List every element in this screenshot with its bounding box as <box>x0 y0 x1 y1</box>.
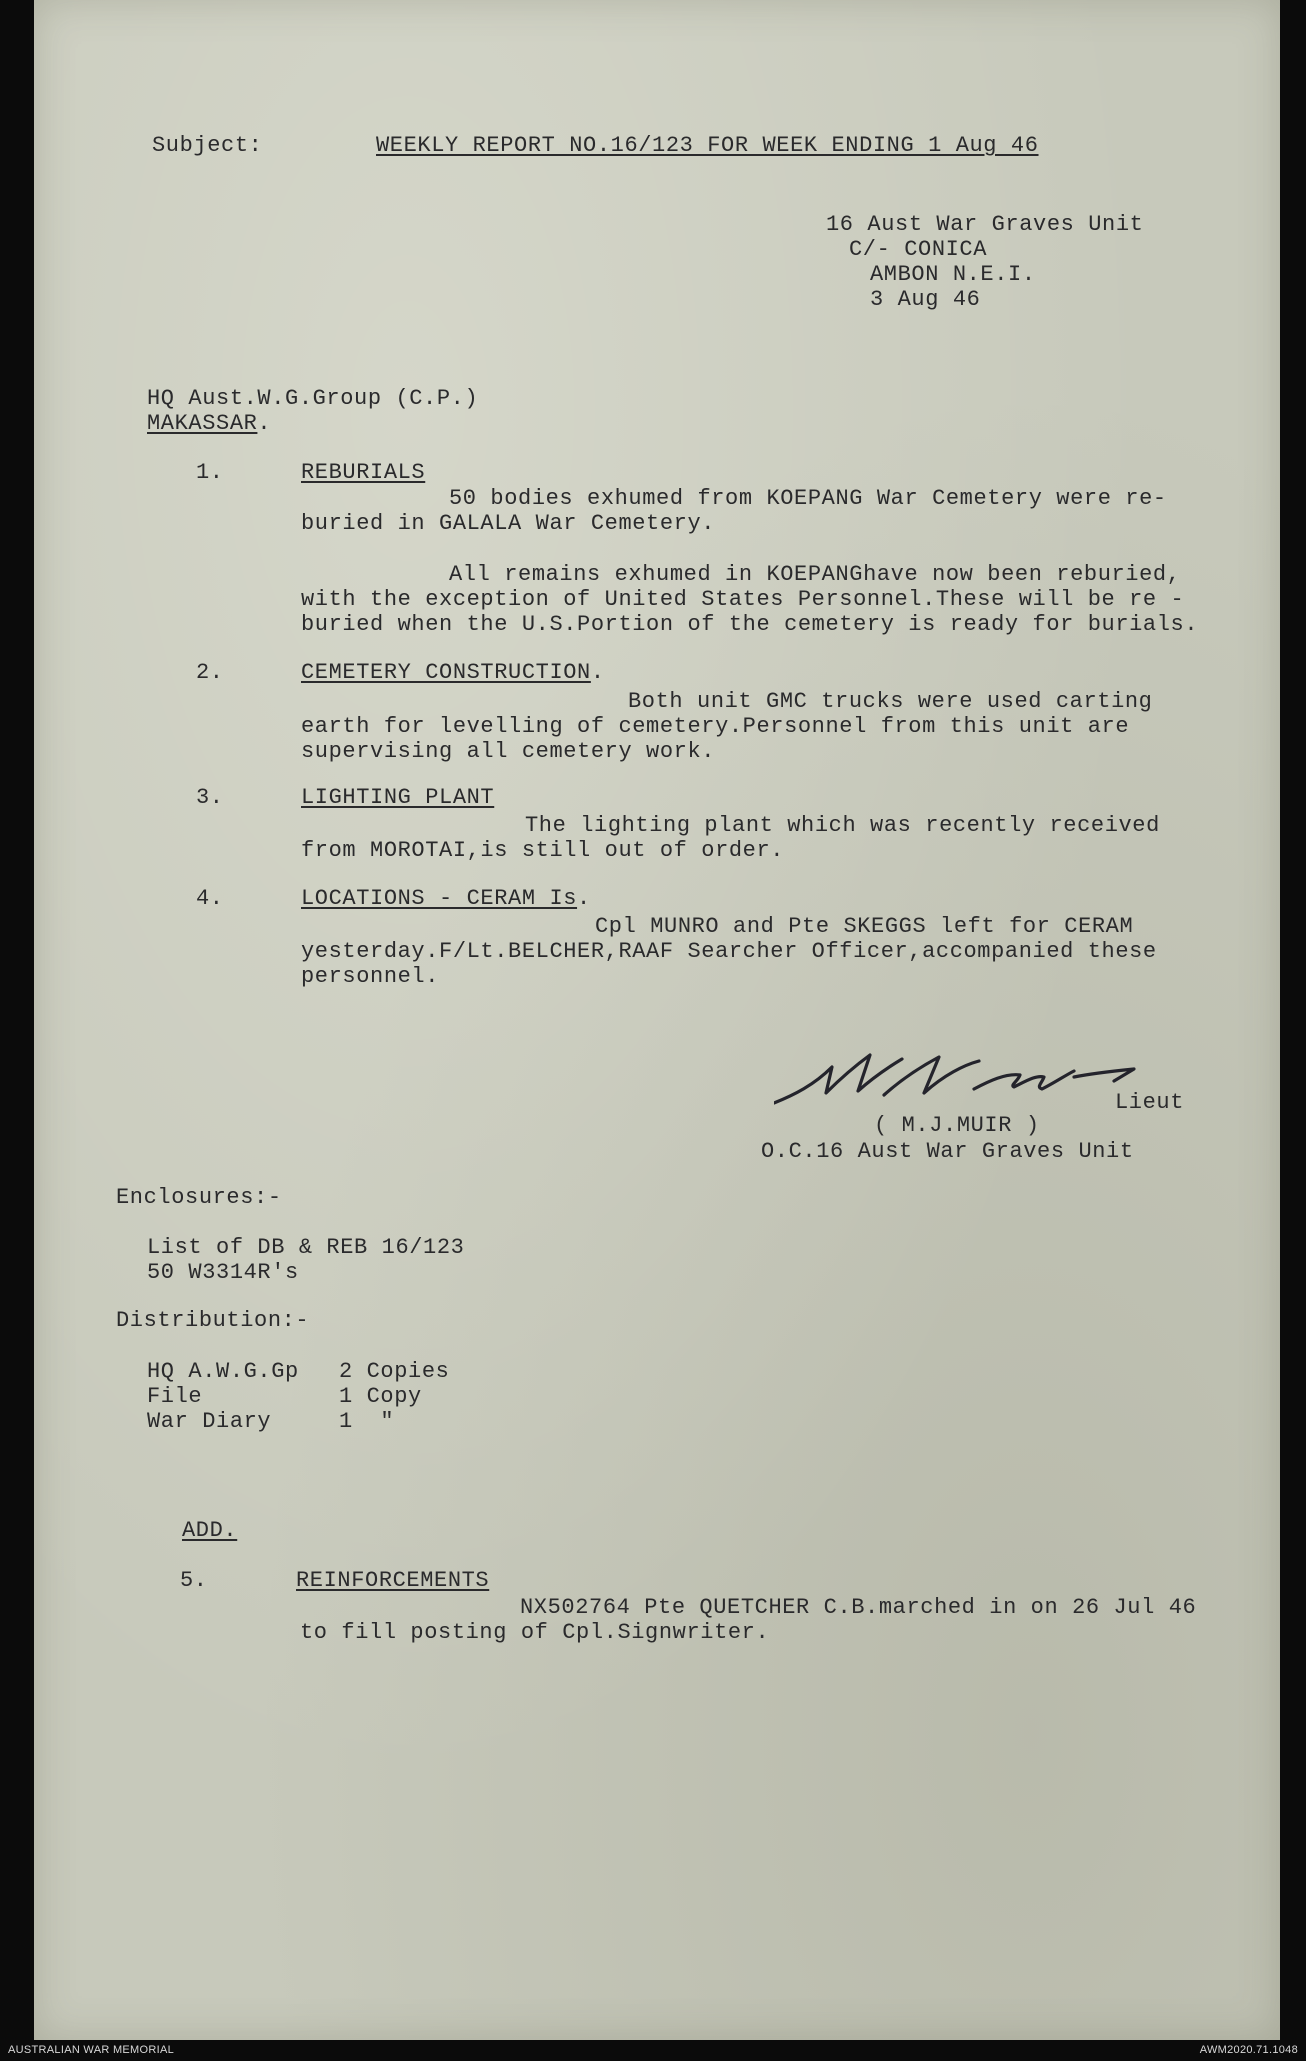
addendum-heading: REINFORCEMENTS <box>296 1568 490 1593</box>
section-4-line: personnel. <box>301 964 440 989</box>
sender-location: AMBON N.E.I. <box>870 262 1036 287</box>
section-2-number: 2. <box>196 660 224 685</box>
distribution-qty: 1 Copy <box>339 1384 422 1409</box>
recipient-city-suffix: . <box>257 411 272 436</box>
section-1-heading: REBURIALS <box>301 460 426 485</box>
section-2-line: earth for levelling of cemetery.Personnel from this unit are <box>301 714 1130 739</box>
recipient-hq: HQ Aust.W.G.Group (C.P.) <box>147 386 479 411</box>
enclosure-item: 50 W3314R's <box>147 1260 299 1285</box>
signature-name: ( M.J.MUIR ) <box>874 1113 1040 1138</box>
enclosure-item: List of DB & REB 16/123 <box>147 1235 465 1260</box>
section-3-number: 3. <box>196 785 224 810</box>
section-2-heading-wrap <box>301 660 605 685</box>
sender-date: 3 Aug 46 <box>870 287 981 312</box>
sender-unit: 16 Aust War Graves Unit <box>826 212 1144 237</box>
footer-credit: AUSTRALIAN WAR MEMORIAL <box>8 2044 175 2056</box>
distribution-label: Distribution:- <box>116 1308 310 1333</box>
addendum-number: 5. <box>180 1568 208 1593</box>
signature-rank: Lieut <box>1115 1090 1185 1115</box>
section-2-line: supervising all cemetery work. <box>301 739 716 764</box>
section-2-line: Both unit GMC trucks were used carting <box>628 689 1153 714</box>
section-1-line: 50 bodies exhumed from KOEPANG War Cemetery were re- <box>449 486 1167 511</box>
distribution-to: HQ A.W.G.Gp <box>147 1359 299 1384</box>
distribution-to: War Diary <box>147 1409 272 1434</box>
sender-care-of: C/- CONICA <box>849 237 988 262</box>
section-4-heading-suffix: . <box>577 886 591 911</box>
recipient-city-name: MAKASSAR <box>147 411 258 436</box>
distribution-qty: 1 " <box>339 1409 395 1434</box>
section-4-line: Cpl MUNRO and Pte SKEGGS left for CERAM <box>595 914 1134 939</box>
section-1-para2-line: All remains exhumed in KOEPANGhave now been reburied, <box>449 562 1181 587</box>
section-3-heading: LIGHTING PLANT <box>301 785 495 810</box>
section-1-para2-line: buried when the U.S.Portion of the cemetery is ready for burials. <box>301 612 1199 637</box>
section-1-para2-line: with the exception of United States Personnel.These will be re - <box>301 587 1185 612</box>
section-1-line: buried in GALALA War Cemetery. <box>301 511 716 536</box>
section-3-line: from MOROTAI,is still out of order. <box>301 838 785 863</box>
subject-text: WEEKLY REPORT NO.16/123 FOR WEEK ENDING 1 Aug 46 <box>376 133 1039 158</box>
section-4-heading: LOCATIONS - CERAM Is <box>301 886 578 911</box>
section-1-number: 1. <box>196 460 224 485</box>
enclosures-label: Enclosures:- <box>116 1185 282 1210</box>
section-2-heading-suffix: . <box>590 660 605 685</box>
addendum-line: NX502764 Pte QUETCHER C.B.marched in on 26 Jul 46 <box>520 1595 1197 1620</box>
addendum-label: ADD. <box>182 1518 238 1543</box>
section-2-heading: CEMETERY CONSTRUCTION <box>301 660 591 685</box>
signature-title: O.C.16 Aust War Graves Unit <box>761 1139 1134 1164</box>
subject-label: Subject: <box>152 133 263 158</box>
distribution-to: File <box>147 1384 203 1409</box>
recipient-city <box>147 411 271 436</box>
section-4-number: 4. <box>196 886 224 911</box>
section-3-line: The lighting plant which was recently received <box>525 813 1160 838</box>
addendum-line: to fill posting of Cpl.Signwriter. <box>300 1620 770 1645</box>
footer-accession-number: AWM2020.71.1048 <box>1199 2044 1298 2056</box>
document-page <box>34 0 1280 2040</box>
distribution-qty: 2 Copies <box>339 1359 450 1384</box>
section-4-heading-wrap <box>301 886 591 911</box>
section-4-line: yesterday.F/Lt.BELCHER,RAAF Searcher Officer,accompanied these <box>301 939 1157 964</box>
